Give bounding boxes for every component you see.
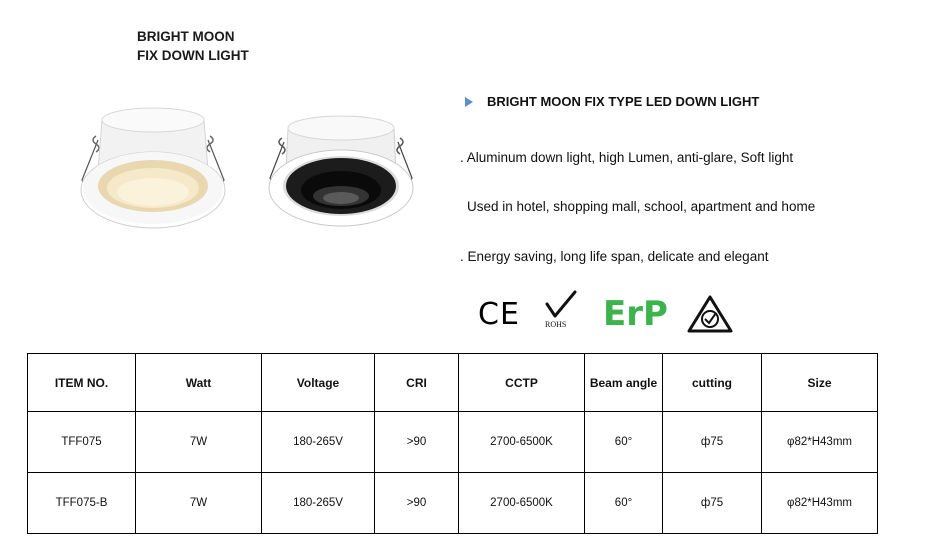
table-row <box>28 412 878 473</box>
table-cell: φ82*H43mm <box>762 412 878 473</box>
product-title <box>137 27 249 65</box>
table-cell: φ82*H43mm <box>762 473 878 534</box>
table-cell: 7W <box>136 412 262 473</box>
rohs-check-icon <box>541 290 587 332</box>
rohs-label: ROHS <box>545 320 567 329</box>
feature-line: . Energy saving, long life span, delicate and elegant <box>460 249 769 264</box>
product-title-line2: FIX DOWN LIGHT <box>137 48 249 63</box>
table-row <box>28 473 878 534</box>
product-heading-text: BRIGHT MOON FIX TYPE LED DOWN LIGHT <box>487 94 760 109</box>
table-cell: 2700-6500K <box>459 473 585 534</box>
feature-line: Used in hotel, shopping mall, school, apartment and home <box>467 199 816 214</box>
table-cell: >90 <box>375 412 459 473</box>
erp-logo-icon: ErP <box>603 294 668 334</box>
table-cell: ф75 <box>663 412 762 473</box>
ce-mark-icon: CE <box>478 297 520 332</box>
spec-table <box>27 353 878 534</box>
header-size: Size <box>762 354 878 412</box>
rcm-mark-icon <box>686 294 734 334</box>
header-beam-angle: Beam angle <box>585 354 663 412</box>
feature-line: . Aluminum down light, high Lumen, anti-glare, Soft light <box>460 150 794 165</box>
white-downlight-image <box>78 100 228 232</box>
product-title-line1: BRIGHT MOON <box>137 29 235 44</box>
table-header-row <box>28 354 878 412</box>
black-reflector-downlight-image <box>266 112 416 230</box>
header-item-no: ITEM NO. <box>28 354 136 412</box>
header-cri: CRI <box>375 354 459 412</box>
table-cell: 2700-6500K <box>459 412 585 473</box>
table-cell: 180-265V <box>262 473 375 534</box>
play-arrow-icon <box>465 97 473 107</box>
table-cell: ф75 <box>663 473 762 534</box>
table-cell: 60° <box>585 412 663 473</box>
table-cell: >90 <box>375 473 459 534</box>
header-cutting: cutting <box>663 354 762 412</box>
header-voltage: Voltage <box>262 354 375 412</box>
header-watt: Watt <box>136 354 262 412</box>
header-cctp: CCTP <box>459 354 585 412</box>
table-cell: 180-265V <box>262 412 375 473</box>
table-cell: 7W <box>136 473 262 534</box>
table-cell: 60° <box>585 473 663 534</box>
product-heading <box>465 94 759 109</box>
table-cell: TFF075 <box>28 412 136 473</box>
table-cell: TFF075-B <box>28 473 136 534</box>
